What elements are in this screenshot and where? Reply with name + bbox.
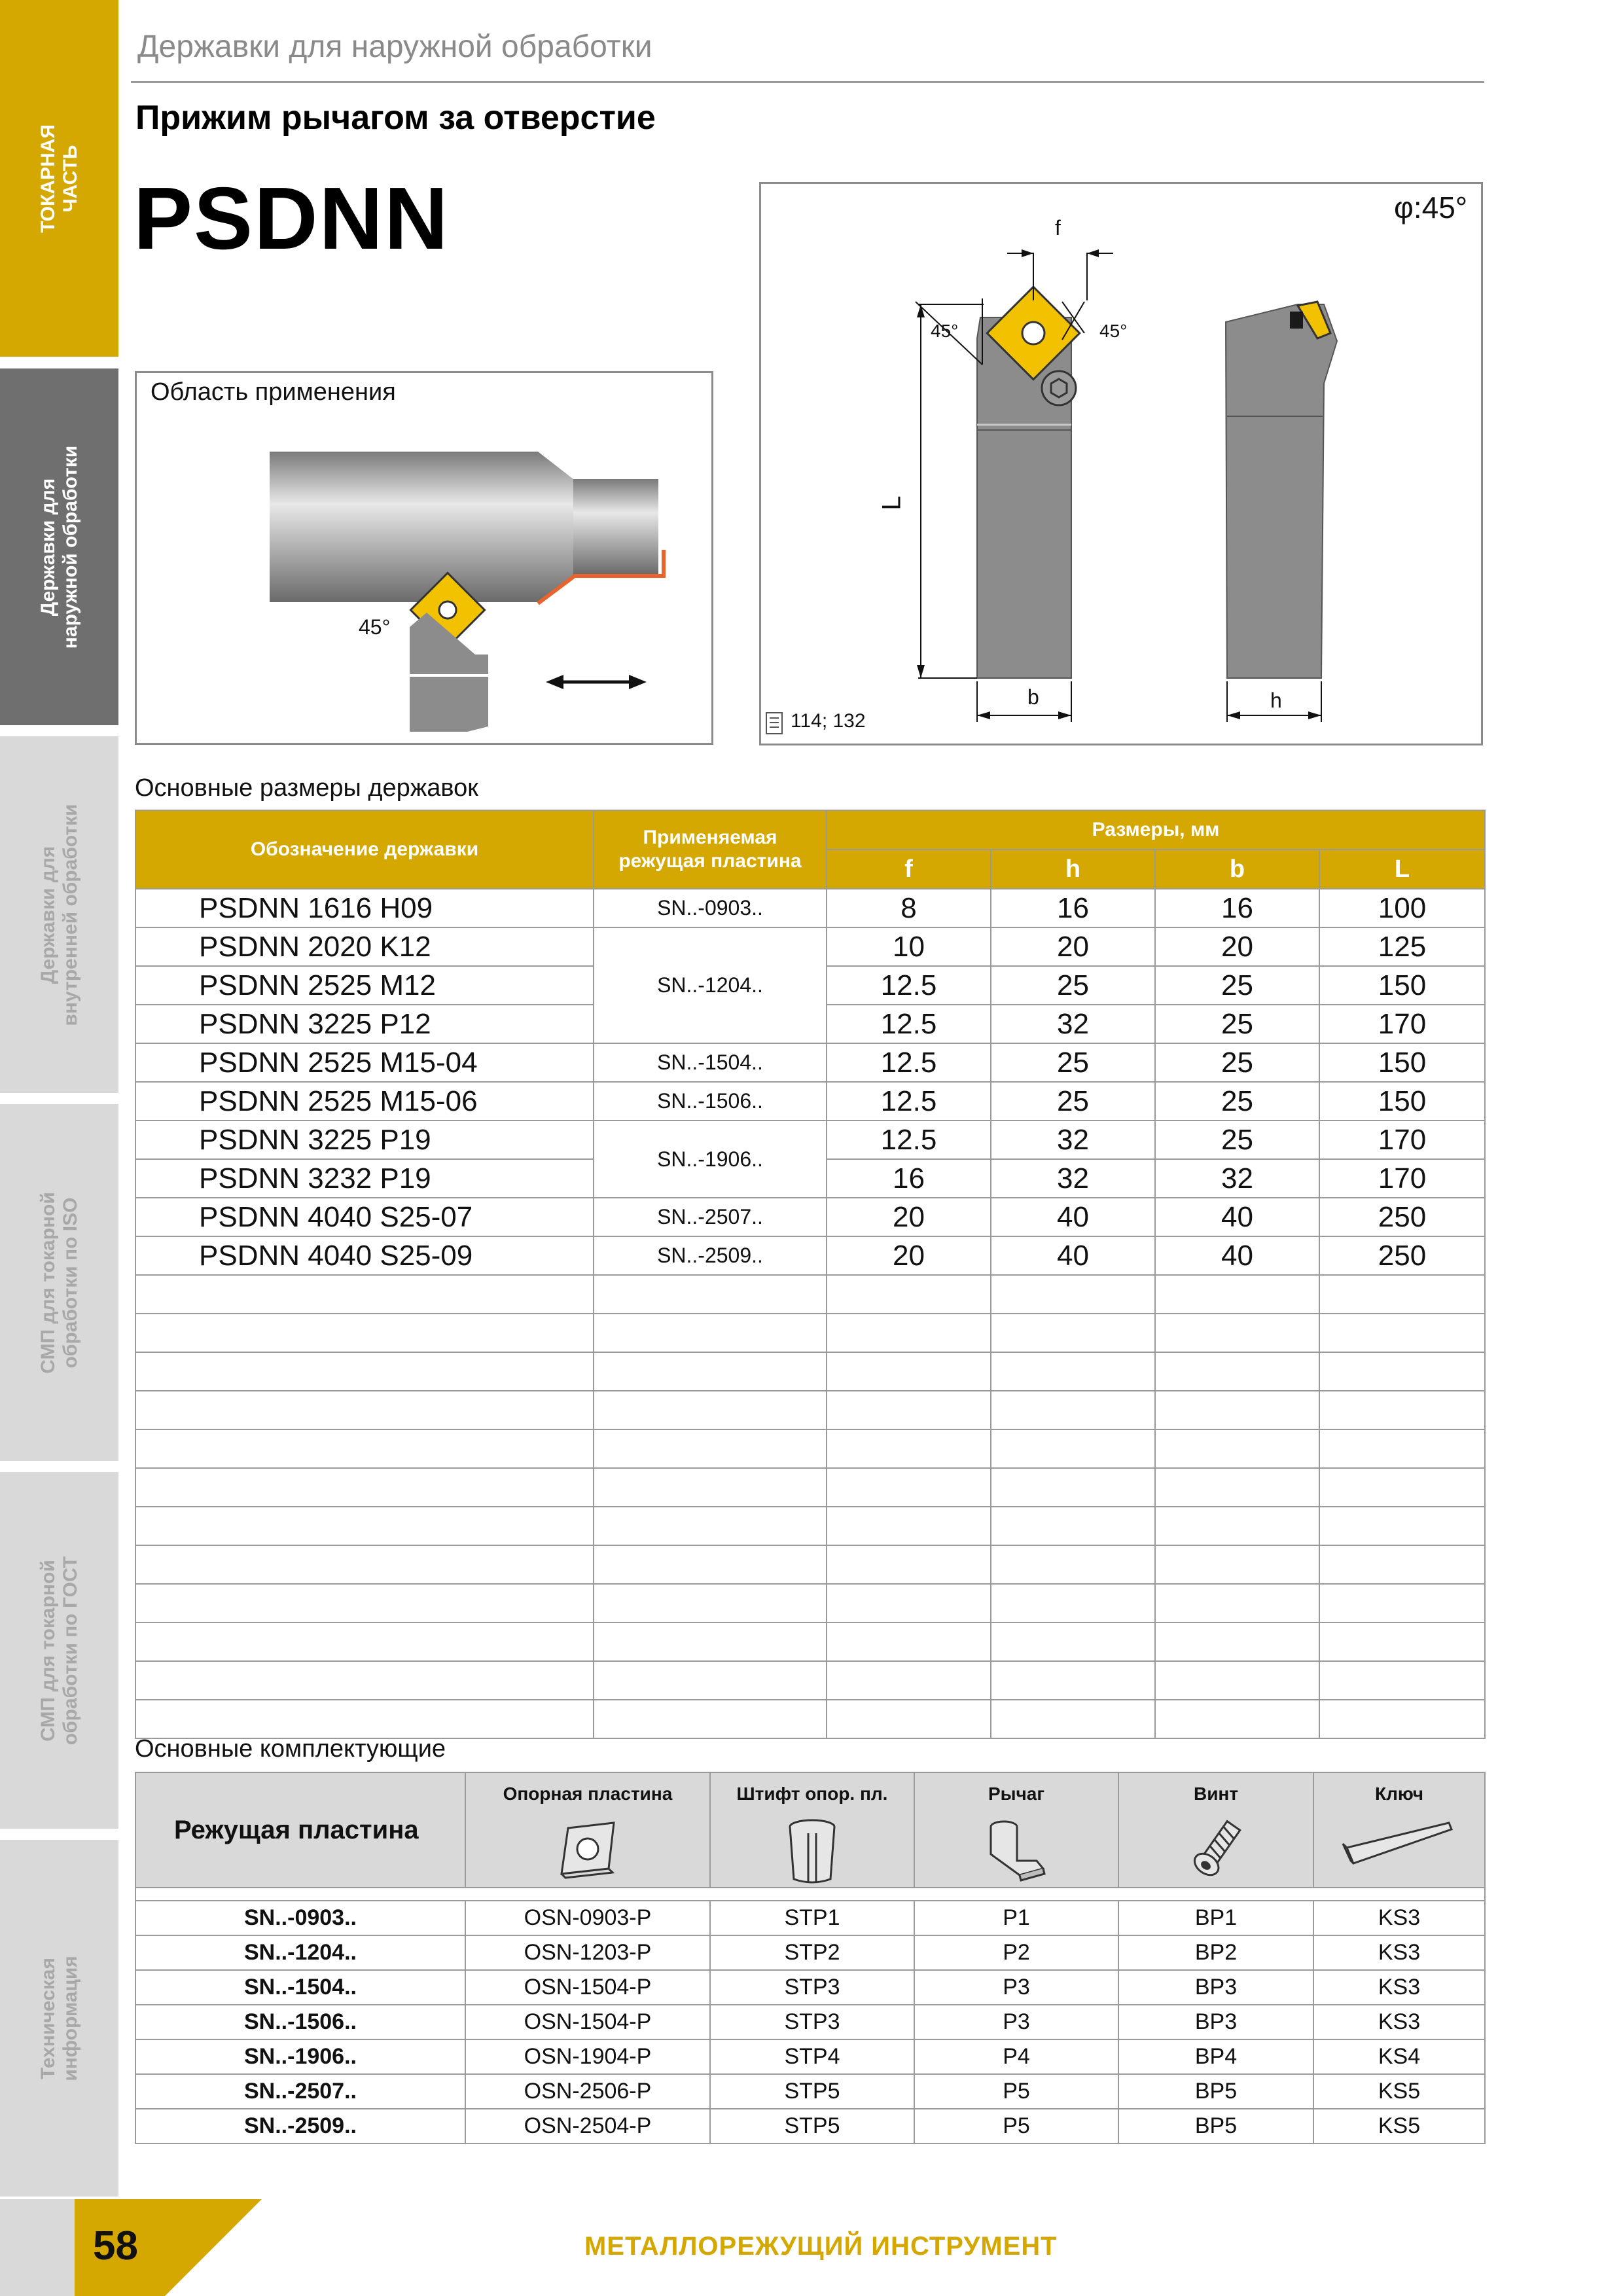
col-b: b bbox=[1155, 850, 1319, 889]
col-shim-pin: Штифт опор. пл. bbox=[710, 1772, 914, 1888]
empty-row bbox=[135, 1352, 1485, 1391]
dim-b-label: b bbox=[1027, 685, 1039, 709]
empty-row bbox=[135, 1314, 1485, 1352]
application-illustration bbox=[135, 419, 711, 740]
tab-internal-holders[interactable] bbox=[0, 736, 118, 1093]
empty-row bbox=[135, 1623, 1485, 1661]
book-icon bbox=[766, 713, 782, 734]
table-row: SN..-1504.. OSN-1504-P STP3 P3 BP3 KS3 bbox=[135, 1970, 1485, 2005]
tab-technical-info[interactable] bbox=[0, 1840, 118, 2197]
tab-label: Державки для наружной обработки bbox=[37, 445, 81, 649]
col-h: h bbox=[991, 850, 1155, 889]
empty-row bbox=[135, 1661, 1485, 1700]
table-row: PSDNN 4040 S25-09 SN..-2509.. 20 40 40 250 bbox=[135, 1236, 1485, 1275]
table-row: SN..-1906.. OSN-1904-P STP4 P4 BP4 KS4 bbox=[135, 2039, 1485, 2074]
lever-icon bbox=[980, 1815, 1052, 1887]
table-row: PSDNN 2525 M15-06 SN..-1506.. 12.5 25 25 150 bbox=[135, 1082, 1485, 1121]
col-lever: Рычаг bbox=[914, 1772, 1118, 1888]
empty-row bbox=[135, 1584, 1485, 1623]
col-insert: Применяемая режущая пластина bbox=[594, 810, 827, 889]
col-L: L bbox=[1319, 850, 1485, 889]
angle-left-label: 45° bbox=[931, 321, 959, 341]
col-key: Ключ bbox=[1313, 1772, 1485, 1888]
table-row: PSDNN 3225 P19 SN..-1906.. 12.5 32 25 170 bbox=[135, 1121, 1485, 1159]
hex-key-icon bbox=[1334, 1815, 1465, 1874]
workpiece-small-diameter bbox=[573, 479, 658, 575]
table-row: SN..-1506.. OSN-1504-P STP3 P3 BP3 KS3 bbox=[135, 2005, 1485, 2039]
empty-row bbox=[135, 1275, 1485, 1314]
application-angle-label: 45° bbox=[359, 615, 391, 639]
table-row: PSDNN 2525 M15-04 SN..-1504.. 12.5 25 25 150 bbox=[135, 1043, 1485, 1082]
table-row: PSDNN 4040 S25-07 SN..-2507.. 20 40 40 250 bbox=[135, 1198, 1485, 1236]
col-sizes: Размеры, мм bbox=[827, 810, 1485, 850]
header-divider bbox=[131, 81, 1484, 83]
tab-label: ТОКАРНАЯ ЧАСТЬ bbox=[37, 124, 81, 233]
empty-row bbox=[135, 1700, 1485, 1738]
tab-iso-inserts[interactable] bbox=[0, 1104, 118, 1461]
components-caption: Основные комплектующие bbox=[135, 1735, 446, 1763]
shim-plate-icon bbox=[548, 1815, 627, 1880]
spacer-row bbox=[135, 1888, 1485, 1901]
col-f: f bbox=[827, 850, 991, 889]
col-cutting-insert: Режущая пластина bbox=[135, 1772, 465, 1888]
holder-drawing bbox=[761, 184, 1481, 744]
holder-side-view bbox=[1226, 304, 1337, 678]
angle-right-label: 45° bbox=[1099, 321, 1128, 341]
tab-external-holders[interactable] bbox=[0, 368, 118, 725]
table-row: SN..-1204.. OSN-1203-P STP2 P2 BP2 KS3 bbox=[135, 1935, 1485, 1970]
tab-turning-section[interactable] bbox=[0, 0, 118, 357]
tab-label: СМП для токарной обработки по ISO bbox=[37, 1191, 81, 1374]
workpiece-large-diameter bbox=[270, 452, 538, 602]
col-shim: Опорная пластина bbox=[465, 1772, 710, 1888]
table-row: PSDNN 1616 H09 SN..-0903.. 8 16 16 100 bbox=[135, 889, 1485, 927]
table-row: PSDNN 3232 P19 16 32 32 170 bbox=[135, 1159, 1485, 1198]
table-row: SN..-2509.. OSN-2504-P STP5 P5 BP5 KS5 bbox=[135, 2109, 1485, 2144]
footer-brand: МЕТАЛЛОРЕЖУЩИЙ ИНСТРУМЕНТ bbox=[584, 2232, 1058, 2261]
tab-label: Техническая информация bbox=[37, 1955, 81, 2081]
table-row: SN..-0903.. OSN-0903-P STP1 P1 BP1 KS3 bbox=[135, 1901, 1485, 1935]
tab-label: Державки для внутренней обработки bbox=[37, 803, 81, 1026]
dimensions-caption: Основные размеры державок bbox=[135, 774, 478, 802]
col-screw: Винт bbox=[1118, 1772, 1313, 1888]
tab-gost-inserts[interactable] bbox=[0, 1472, 118, 1829]
page-subtitle: Прижим рычагом за отверстие bbox=[135, 99, 656, 137]
shim-pin-icon bbox=[779, 1815, 845, 1887]
section-header: Державки для наружной обработки bbox=[137, 29, 652, 64]
dimensions-table bbox=[135, 810, 1486, 1739]
components-table bbox=[135, 1772, 1486, 2144]
table-row: PSDNN 2525 M12 12.5 25 25 150 bbox=[135, 966, 1485, 1005]
empty-row bbox=[135, 1391, 1485, 1429]
empty-row bbox=[135, 1468, 1485, 1507]
col-designation: Обозначение державки bbox=[135, 810, 594, 889]
page-title: PSDNN bbox=[134, 169, 450, 268]
screw-icon bbox=[1183, 1815, 1249, 1887]
empty-row bbox=[135, 1507, 1485, 1545]
tab-label: СМП для токарной обработки по ГОСТ bbox=[37, 1556, 81, 1745]
page-number: 58 bbox=[93, 2223, 138, 2269]
empty-row bbox=[135, 1545, 1485, 1584]
page-reference: 114; 132 bbox=[791, 710, 866, 732]
dim-L-label: L bbox=[877, 495, 906, 511]
application-caption: Область применения bbox=[151, 378, 396, 406]
dim-f-label: f bbox=[1055, 216, 1061, 240]
table-row: PSDNN 2020 K12 SN..-1204.. 10 20 20 125 bbox=[135, 927, 1485, 966]
phi-angle-label: φ:45° bbox=[1394, 190, 1468, 224]
table-row: PSDNN 3225 P12 12.5 32 25 170 bbox=[135, 1005, 1485, 1043]
table-row: SN..-2507.. OSN-2506-P STP5 P5 BP5 KS5 bbox=[135, 2074, 1485, 2109]
dim-h-label: h bbox=[1270, 689, 1282, 712]
empty-row bbox=[135, 1429, 1485, 1468]
